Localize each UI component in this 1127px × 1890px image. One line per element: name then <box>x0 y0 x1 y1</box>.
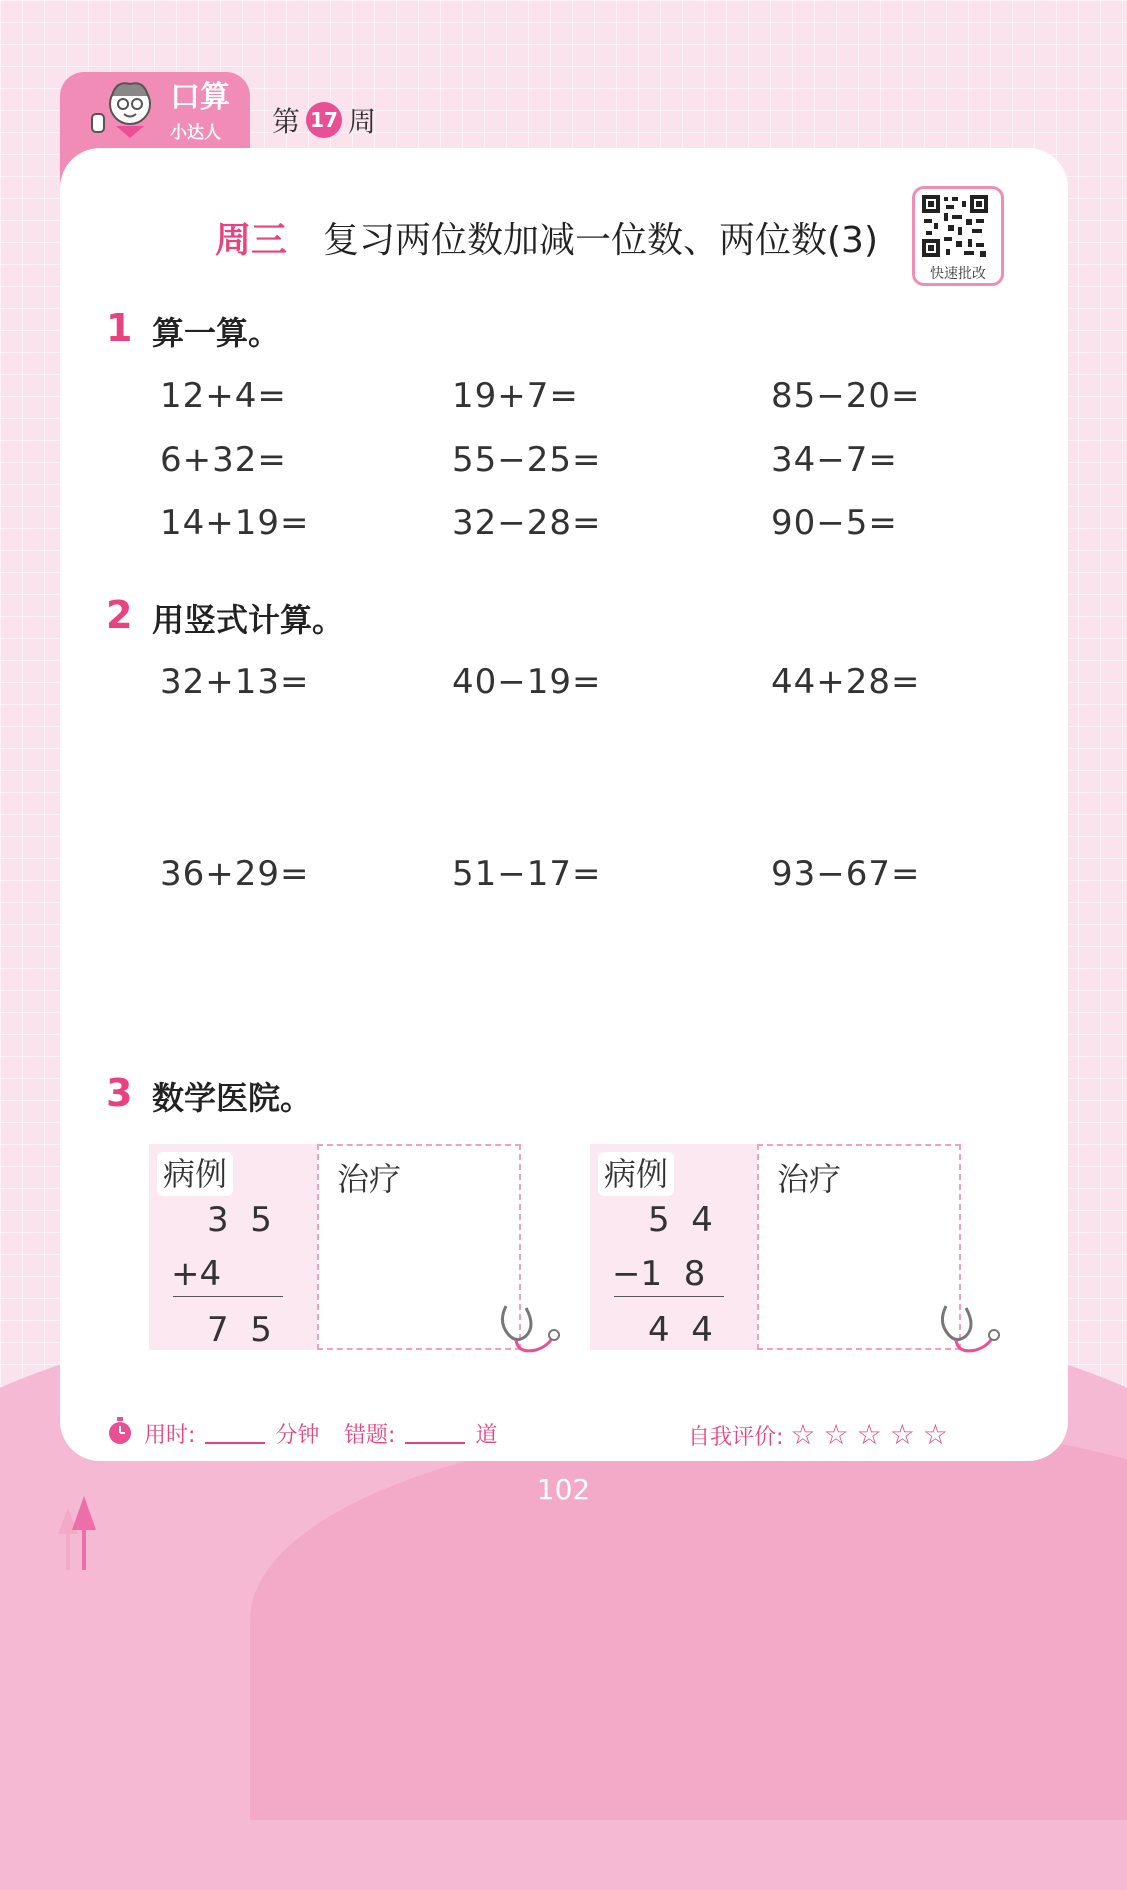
week-number-badge: 17 <box>306 102 342 138</box>
problem: 85−20= <box>771 376 921 416</box>
week-prefix: 第 <box>272 105 301 138</box>
problem: 40−19= <box>452 662 602 702</box>
case-top-number: 5 4 <box>648 1200 713 1240</box>
problem: 6+32= <box>160 440 287 480</box>
page-title <box>215 212 878 263</box>
problem: 12+4= <box>160 376 287 416</box>
rating-stars[interactable]: ☆☆☆☆☆ <box>790 1418 956 1451</box>
section-2-title: 用竖式计算。 <box>152 601 345 639</box>
section-2-number: 2 <box>106 593 133 637</box>
problem: 55−25= <box>452 440 602 480</box>
case-result: 7 5 <box>207 1310 272 1350</box>
problem: 44+28= <box>771 662 921 702</box>
case-label: 病例 <box>157 1152 233 1196</box>
brand-subtitle: 小达人 <box>170 123 221 143</box>
self-rating <box>688 1418 956 1451</box>
treatment-label: 治疗 <box>337 1160 402 1198</box>
time-unit: 分钟 <box>275 1423 320 1448</box>
problem: 93−67= <box>771 854 921 894</box>
case-box <box>590 1144 758 1350</box>
problem: 90−5= <box>771 503 898 543</box>
time-label: 用时: <box>144 1423 196 1448</box>
brand-title: 口算 <box>170 80 230 115</box>
problem: 36+29= <box>160 854 310 894</box>
week-suffix: 周 <box>348 105 377 138</box>
case-operand: −1 8 <box>612 1254 706 1294</box>
case-box <box>149 1144 317 1350</box>
qr-code[interactable] <box>912 186 1004 286</box>
qr-label: 快速批改 <box>930 266 986 282</box>
page-number: 102 <box>536 1473 591 1506</box>
case-top-number: 3 5 <box>207 1200 272 1240</box>
section-3-number: 3 <box>106 1071 133 1115</box>
problem: 14+19= <box>160 503 310 543</box>
case-divider <box>173 1296 283 1297</box>
section-3-title: 数学医院。 <box>152 1079 313 1117</box>
errors-label: 错题: <box>344 1423 396 1448</box>
case-operand: +4 <box>171 1254 222 1294</box>
case-result: 4 4 <box>648 1310 713 1350</box>
error-count <box>344 1418 497 1449</box>
treatment-label: 治疗 <box>777 1160 842 1198</box>
title-day: 周三 <box>215 220 288 261</box>
arrow-decoration-icon <box>54 1494 98 1570</box>
treatment-box[interactable] <box>757 1144 961 1350</box>
stopwatch-icon <box>106 1416 134 1446</box>
stethoscope-icon <box>936 1302 1002 1358</box>
case-divider <box>614 1296 724 1297</box>
time-spent <box>144 1418 319 1449</box>
problem: 32+13= <box>160 662 310 702</box>
mascot-icon <box>86 76 164 148</box>
treatment-box[interactable] <box>317 1144 521 1350</box>
errors-input[interactable] <box>405 1442 465 1444</box>
time-input[interactable] <box>205 1442 265 1444</box>
week-indicator <box>272 100 376 140</box>
problem: 32−28= <box>452 503 602 543</box>
problem: 51−17= <box>452 854 602 894</box>
problem: 34−7= <box>771 440 898 480</box>
rating-label: 自我评价: <box>688 1425 784 1450</box>
section-1-number: 1 <box>106 306 133 350</box>
errors-unit: 道 <box>475 1423 498 1448</box>
problem: 19+7= <box>452 376 579 416</box>
title-text: 复习两位数加减一位数、两位数(3) <box>323 220 879 261</box>
qr-code-icon <box>922 195 988 257</box>
case-label: 病例 <box>598 1152 674 1196</box>
stethoscope-icon <box>496 1302 562 1358</box>
section-1-title: 算一算。 <box>152 314 281 352</box>
